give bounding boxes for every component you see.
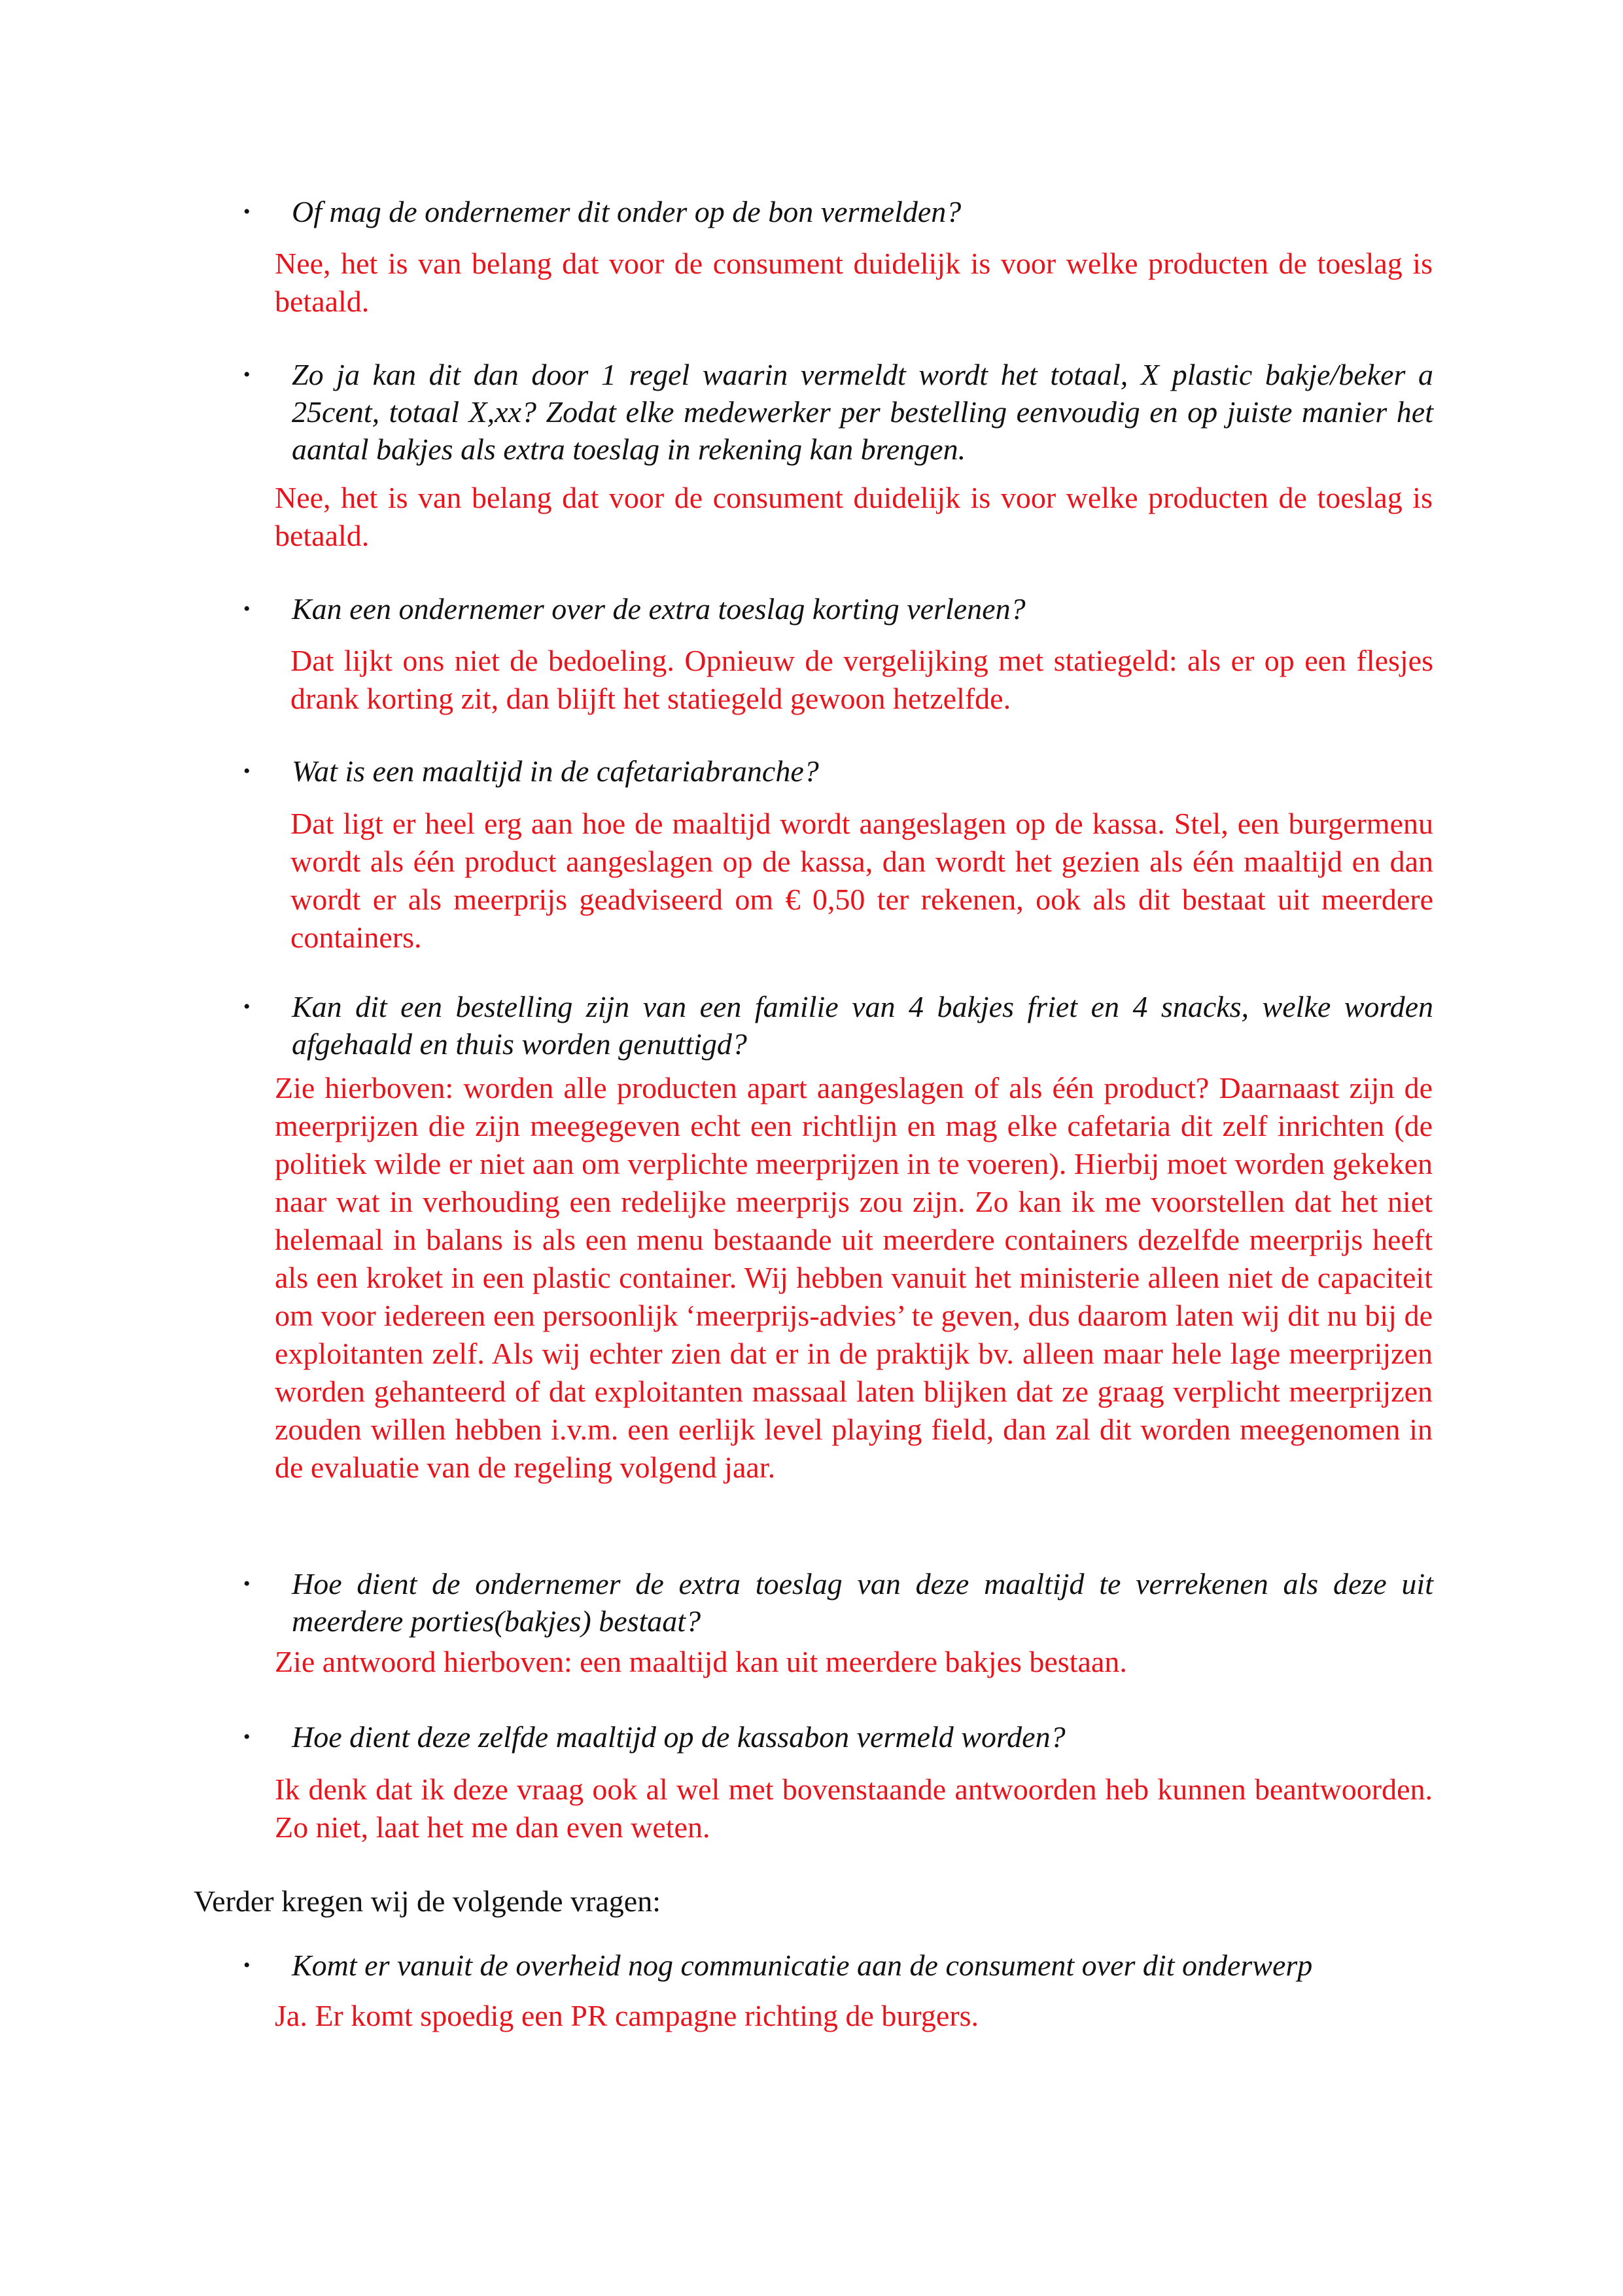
question-8: Komt er vanuit de overheid nog communicatie aan de consument over dit onderwerp — [292, 1949, 1313, 1982]
question-7: Hoe dient deze zelfde maaltijd op de kassabon vermeld worden? — [292, 1720, 1066, 1754]
question-5: Kan dit een bestelling zijn van een familie van 4 bakjes friet en 4 snacks, welke worden afgehaald en thuis worden genuttigd? — [292, 990, 1433, 1061]
bullet-4: • — [243, 760, 251, 782]
question-3: Kan een ondernemer over de extra toeslag korting verlenen? — [292, 592, 1026, 626]
bullet-5: • — [243, 996, 251, 1017]
answer-5: Zie hierboven: worden alle producten apart aangeslagen of als één product? Daarnaast zijn de meerprijzen die zijn meegegeven echt een richtlijn en mag elke cafetaria dit zelf inrichten (de politiek wilde er niet aan om verplichte meerprijzen in te voeren). Hierbij moet worden gekeken naar wat in verhouding een redelijke meerprijs zou zijn. Zo kan ik me voorstellen dat het niet helemaal in balans is als een menu bestaande uit meerdere containers dezelfde meerprijs heeft als een kroket in een plastic container. Wij hebben vanuit het ministerie alleen niet de capaciteit om voor iedereen een persoonlijk ‘meerprijs-advies’ te geven, dus daarom laten wij dit nu bij de exploitanten zelf. Als wij echter zien dat er in de praktijk bv. alleen maar hele lage meerprijzen worden gehanteerd of dat exploitanten massaal laten blijken dat ze graag verplicht meerprijzen zouden willen hebben i.v.m. een eerlijk level playing field, dan zal dit worden meegenomen in de evaluatie van de regeling volgend jaar. — [275, 1071, 1433, 1484]
answer-8: Ja. Er komt spoedig een PR campagne richting de burgers. — [275, 1999, 979, 2032]
question-2: Zo ja kan dit dan door 1 regel waarin vermeldt wordt het totaal, X plastic bakje/beker a 25cent, totaal X,xx? Zodat elke medewerker per bestelling eenvoudig en op juiste manier het aantal bakjes als extra toeslag in rekening kan brengen. — [292, 358, 1433, 466]
answer-1: Nee, het is van belang dat voor de consument duidelijk is voor welke producten de toeslag is betaald. — [275, 247, 1433, 318]
bullet-2: • — [243, 364, 251, 385]
bullet-1: • — [243, 201, 251, 222]
section-intro: Verder kregen wij de volgende vragen: — [194, 1884, 661, 1918]
answer-2: Nee, het is van belang dat voor de consument duidelijk is voor welke producten de toeslag is betaald. — [275, 481, 1433, 552]
bullet-6: • — [243, 1573, 251, 1595]
answer-7: Ik denk dat ik deze vraag ook al wel met bovenstaande antwoorden heb kunnen beantwoorden. Zo niet, laat het me dan even weten. — [275, 1773, 1433, 1844]
answer-3: Dat lijkt ons niet de bedoeling. Opnieuw de vergelijking met statiegeld: als er op een flesjes drank korting zit, dan blijft het statiegeld gewoon hetzelfde. — [290, 644, 1433, 715]
bullet-7: • — [243, 1726, 251, 1748]
answer-6: Zie antwoord hierboven: een maaltijd kan uit meerdere bakjes bestaan. — [275, 1645, 1127, 1678]
question-6: Hoe dient de ondernemer de extra toeslag van deze maaltijd te verrekenen als deze uit meerdere porties(bakjes) bestaat? — [292, 1567, 1433, 1638]
bullet-8: • — [243, 1954, 251, 1976]
bullet-3: • — [243, 598, 251, 620]
answer-4: Dat ligt er heel erg aan hoe de maaltijd wordt aangeslagen op de kassa. Stel, een burgermenu wordt als één product aangeslagen op de kassa, dan wordt het gezien als één maaltijd en dan wordt er als meerprijs geadviseerd om € 0,50 ter rekenen, ook als dit bestaat uit meerdere containers. — [290, 807, 1433, 954]
question-4: Wat is een maaltijd in de cafetariabranche? — [292, 754, 819, 788]
question-1: Of mag de ondernemer dit onder op de bon vermelden? — [292, 195, 962, 228]
